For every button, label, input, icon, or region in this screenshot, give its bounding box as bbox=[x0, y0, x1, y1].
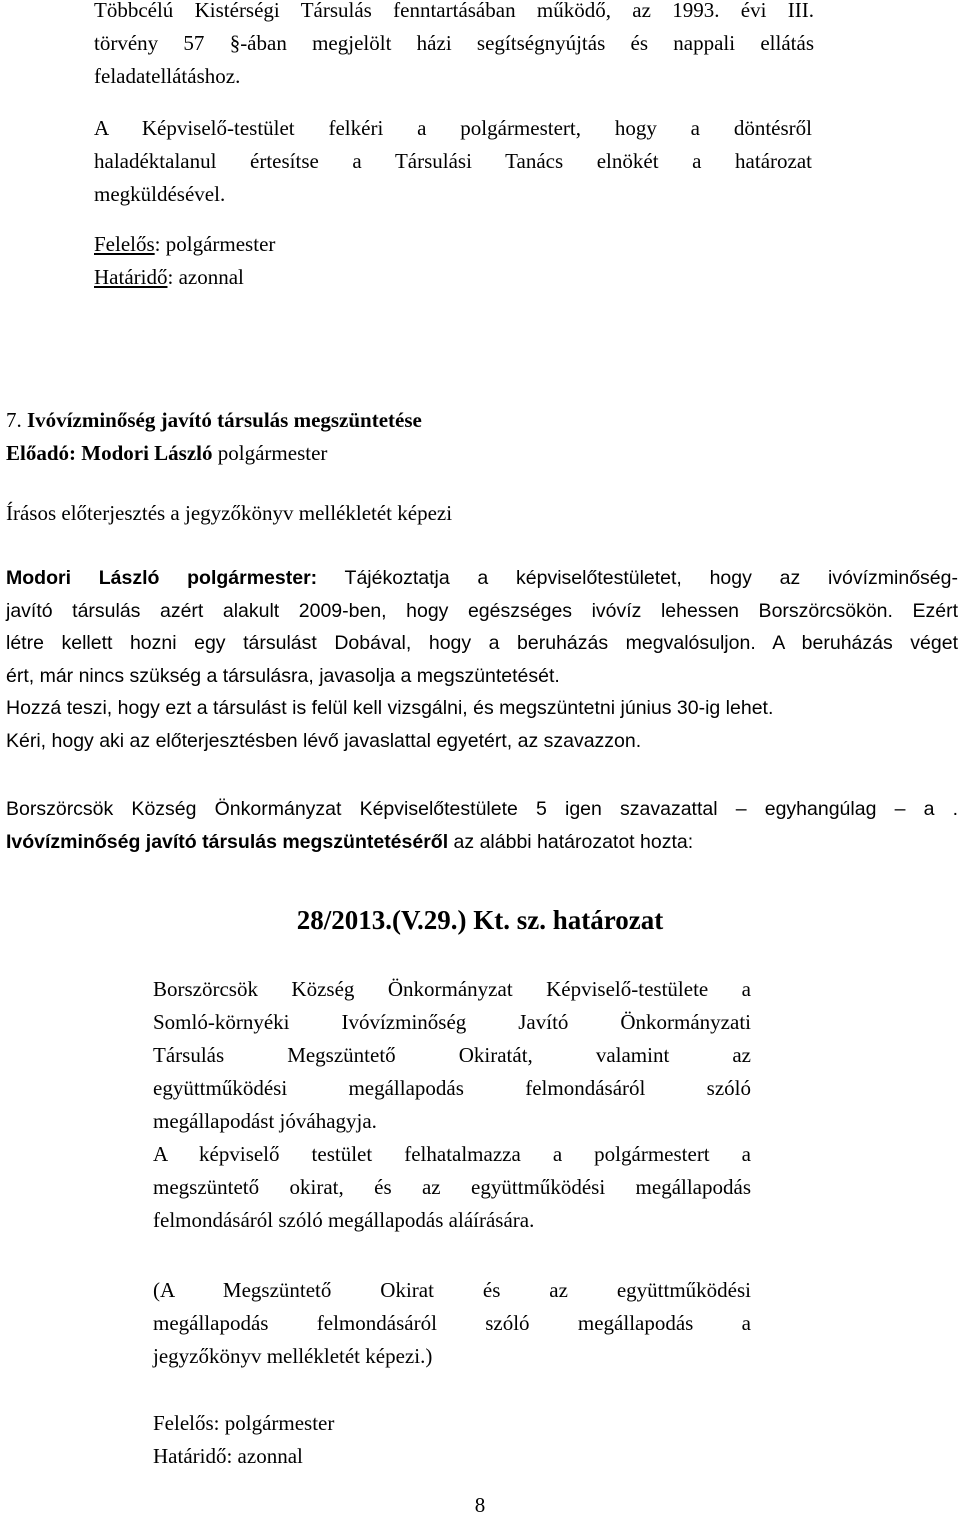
resolution-p1-line-3: Társulás Megszüntető Okiratát, valamint az bbox=[153, 1043, 751, 1067]
resolution-p3-line-1: (A Megszüntető Okirat és az együttműködési bbox=[153, 1278, 751, 1302]
speaker-name: Modori László polgármester: bbox=[6, 567, 318, 589]
presenter-label: Előadó: Modori László bbox=[6, 441, 218, 465]
page-number-text: 8 bbox=[474, 1493, 486, 1517]
vote-result bbox=[6, 793, 958, 858]
speech-line-3: létre kellett hozni egy társulást Dobával, hogy a beruházás megvalósuljon. A beruházás véget bbox=[6, 632, 958, 654]
resolution-p2-line-2: megszüntető okirat, és az együttműködési megállapodás bbox=[153, 1175, 751, 1199]
responsible-label: Felelős bbox=[94, 232, 155, 256]
responsible-line bbox=[94, 228, 494, 261]
section-7-title-line bbox=[6, 404, 706, 437]
resolution-deadline: Határidő: azonnal bbox=[153, 1444, 303, 1468]
intro-paragraph bbox=[94, 0, 814, 93]
intro-line-1: Többcélú Kistérségi Társulás fenntartásában működő, az 1993. évi III. bbox=[94, 0, 814, 22]
resolution-body-1 bbox=[153, 973, 751, 1237]
presenter-role: polgármester bbox=[217, 441, 328, 465]
deadline-value: : azonnal bbox=[167, 265, 244, 289]
notify-paragraph bbox=[94, 112, 812, 211]
speech-line-1 bbox=[6, 562, 958, 595]
resolution-p3-line-2: megállapodás felmondásáról szóló megállapodás a bbox=[153, 1311, 751, 1335]
vote-line-2 bbox=[6, 826, 958, 859]
resolution-title bbox=[0, 900, 960, 940]
resolution-title-text: 28/2013.(V.29.) Kt. sz. határozat bbox=[296, 905, 664, 935]
deadline-label: Határidő bbox=[94, 265, 168, 289]
speech-line-6: Kéri, hogy aki az előterjesztésben lévő javaslattal egyetért, az szavazzon. bbox=[6, 729, 642, 752]
resolution-responsible: Felelős: polgármester bbox=[153, 1411, 335, 1435]
resolution-responsibility bbox=[153, 1407, 553, 1473]
resolution-p1-line-4: együttműködési megállapodás felmondásáról szóló bbox=[153, 1076, 751, 1100]
resolution-p1-line-2: Somló-környéki Ivóvízminőség Javító Önkormányzati bbox=[153, 1010, 751, 1034]
vote-line-2-rest: az alábbi határozatot hozta: bbox=[448, 830, 694, 853]
speech-line-2: javító társulás azért alakult 2009-ben, hogy egészséges ivóvíz lehessen Borszörcsökön. Ezért bbox=[6, 599, 958, 622]
resolution-p2-line-3: felmondásáról szóló megállapodás aláírására. bbox=[153, 1208, 535, 1232]
notify-line-1: A Képviselő-testület felkéri a polgármestert, hogy a döntésről bbox=[94, 116, 812, 140]
written-proposal-note bbox=[6, 497, 706, 530]
intro-line-3: feladatellátáshoz. bbox=[94, 64, 241, 88]
vote-line-1: Borszörcsök Község Önkormányzat Képviselőtestülete 5 igen szavazattal – egyhangúlag – a . bbox=[6, 798, 958, 820]
section-title: Ivóvízminőség javító társulás megszüntetése bbox=[27, 408, 422, 432]
presenter-line bbox=[6, 437, 706, 470]
resolution-p1-line-1: Borszörcsök Község Önkormányzat Képviselő-testülete a bbox=[153, 977, 751, 1001]
speech-line-5: Hozzá teszi, hogy ezt a társulást is felül kell vizsgálni, és megszüntetni június 30-ig lehet. bbox=[6, 697, 774, 719]
deadline-line bbox=[94, 261, 494, 294]
page-number bbox=[0, 1489, 960, 1522]
section-7-heading bbox=[6, 404, 706, 470]
vote-subject: Ivóvízminőség javító társulás megszüntetéséről bbox=[6, 830, 449, 853]
notify-line-3: megküldésével. bbox=[94, 182, 226, 206]
mayor-speech bbox=[6, 562, 958, 757]
resolution-p2-line-1: A képviselő testület felhatalmazza a polgármestert a bbox=[153, 1142, 751, 1166]
notify-line-2: haladéktalanul értesítse a Társulási Tanács elnökét a határozat bbox=[94, 149, 812, 173]
intro-line-2: törvény 57 §-ában megjelölt házi segítségnyújtás és nappali ellátás bbox=[94, 31, 814, 55]
resolution-body-2 bbox=[153, 1274, 751, 1373]
section-number: 7. bbox=[6, 408, 27, 432]
resolution-p3-line-3: jegyzőkönyv mellékletét képezi.) bbox=[153, 1344, 433, 1368]
resolution-p1-line-5: megállapodást jóváhagyja. bbox=[153, 1109, 377, 1133]
speech-line-4: ért, már nincs szükség a társulásra, javasolja a megszüntetését. bbox=[6, 664, 560, 687]
speech-text-1: Tájékoztatja a képviselőtestületet, hogy az ivóvízminőség- bbox=[317, 567, 958, 589]
responsibility-block bbox=[94, 228, 494, 294]
responsible-value: : polgármester bbox=[154, 232, 276, 256]
written-proposal-text: Írásos előterjesztés a jegyzőkönyv mellékletét képezi bbox=[6, 501, 453, 525]
